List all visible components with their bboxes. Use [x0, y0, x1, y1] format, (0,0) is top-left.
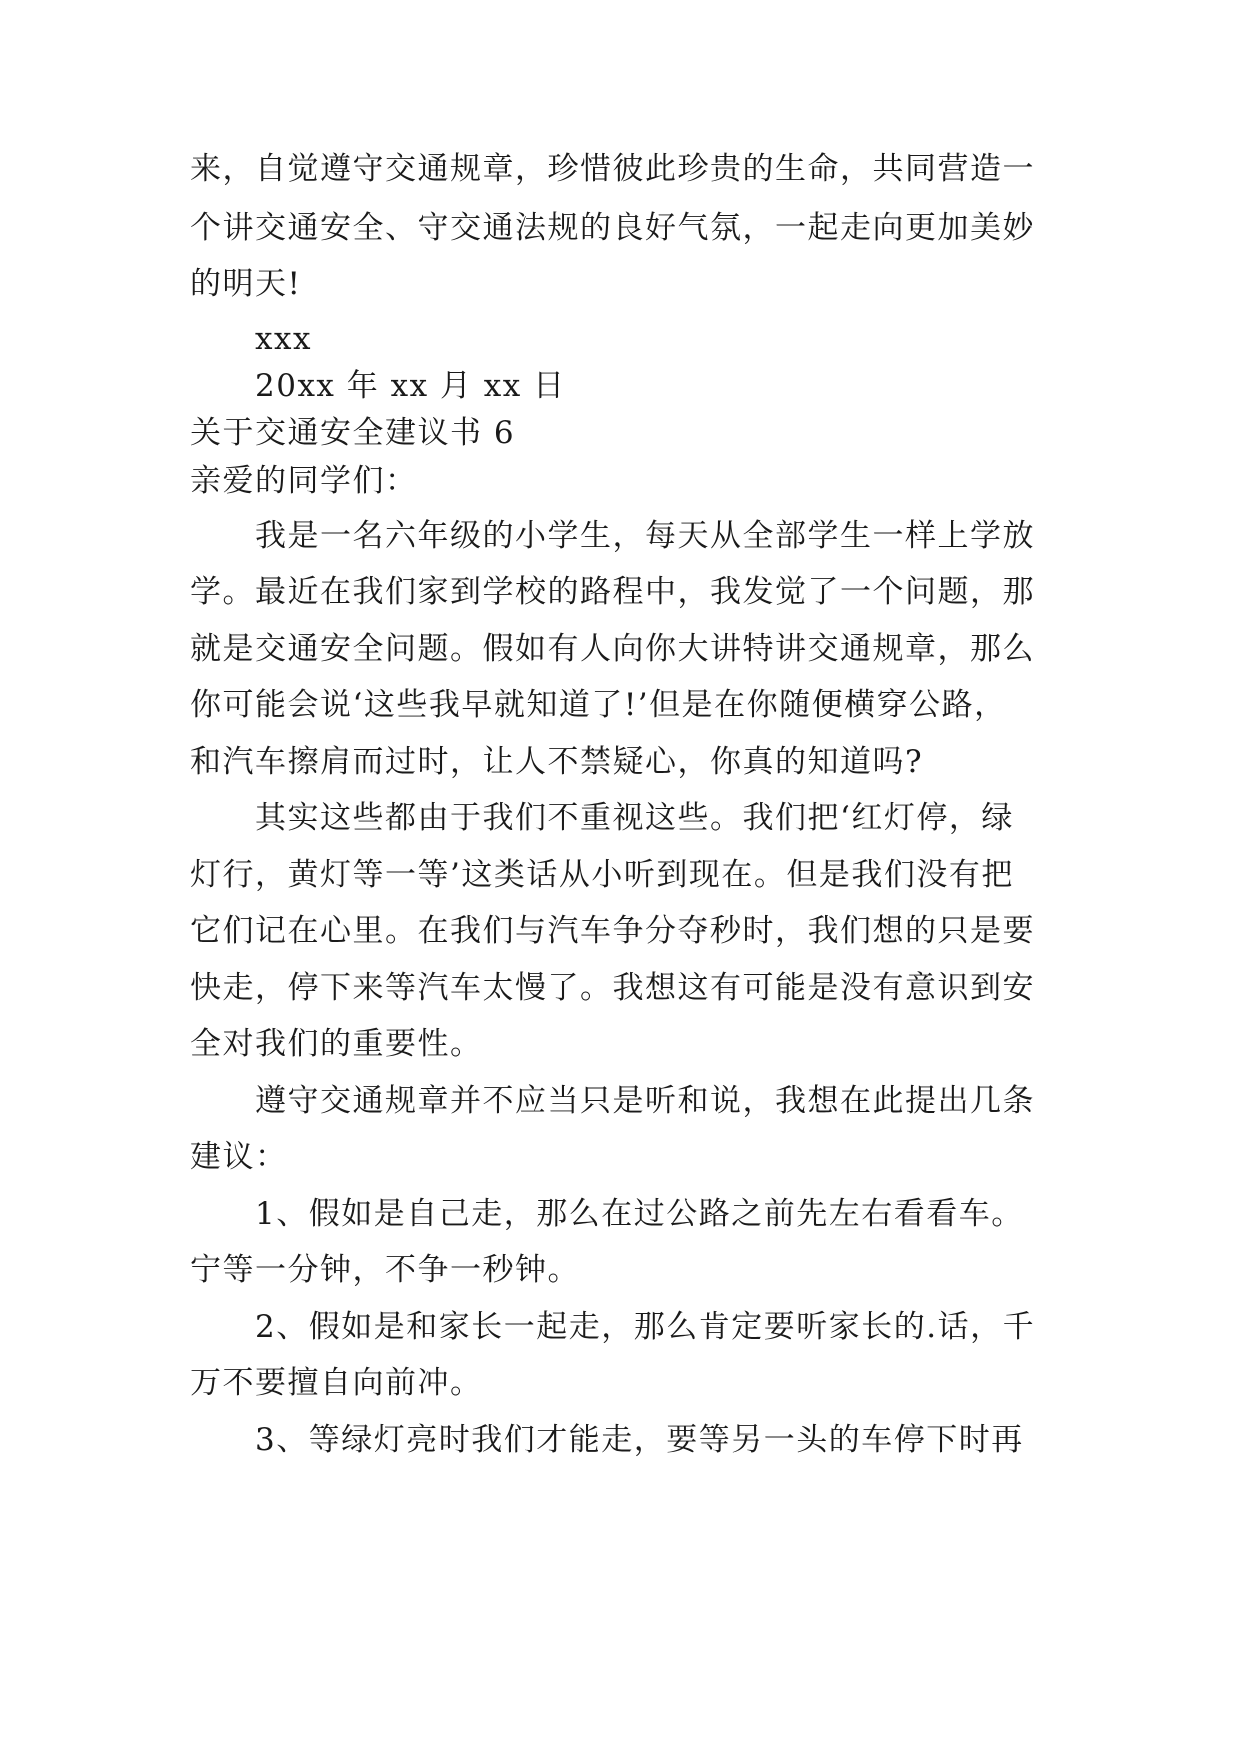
list-item-2: 2、假如是和家长一起走，那么肯定要听家长的.话，千	[255, 1309, 1036, 1345]
body-text-line: 快走，停下来等汽车太慢了。我想这有可能是没有意识到安	[190, 970, 1035, 1006]
body-text-line: 全对我们的重要性。	[190, 1026, 483, 1062]
body-text-line: 和汽车擦肩而过时，让人不禁疑心，你真的知道吗?	[190, 744, 924, 780]
body-text-line: 来，自觉遵守交通规章，珍惜彼此珍贵的生命，共同营造一	[190, 151, 1035, 187]
body-text-line: 万不要擅自向前冲。	[190, 1365, 483, 1401]
body-text-line: 建议：	[190, 1139, 288, 1175]
list-item-3: 3、等绿灯亮时我们才能走，要等另一头的车停下时再	[255, 1422, 1024, 1458]
section-title: 关于交通安全建议书 6	[190, 415, 516, 451]
body-text-line: 灯行，黄灯等一等’这类话从小听到现在。但是我们没有把	[190, 857, 1014, 893]
body-text-line: 其实这些都由于我们不重视这些。我们把‘红灯停，绿	[255, 800, 1014, 836]
body-text-line: 学。最近在我们家到学校的路程中，我发觉了一个问题，那	[190, 574, 1035, 610]
list-item-1: 1、假如是自己走，那么在过公路之前先左右看看车。	[255, 1196, 1024, 1232]
body-text-line: 它们记在心里。在我们与汽车争分夺秒时，我们想的只是要	[190, 913, 1035, 949]
signature-date: 20xx 年 xx 月 xx 日	[255, 368, 566, 404]
body-text-line: 的明天!	[190, 266, 302, 302]
body-text-line: 个讲交通安全、守交通法规的良好气氛，一起走向更加美妙	[190, 210, 1035, 246]
body-text-line: 宁等一分钟，不争一秒钟。	[190, 1252, 580, 1288]
body-text-line: 就是交通安全问题。假如有人向你大讲特讲交通规章，那么	[190, 631, 1035, 667]
salutation: 亲爱的同学们：	[190, 463, 418, 499]
body-text-line: 遵守交通规章并不应当只是听和说，我想在此提出几条	[255, 1083, 1035, 1119]
body-text-line: 你可能会说‘这些我早就知道了!’但是在你随便横穿公路，	[190, 687, 1007, 723]
signature-name: xxx	[255, 321, 312, 357]
body-text-line: 我是一名六年级的小学生，每天从全部学生一样上学放	[255, 518, 1035, 554]
